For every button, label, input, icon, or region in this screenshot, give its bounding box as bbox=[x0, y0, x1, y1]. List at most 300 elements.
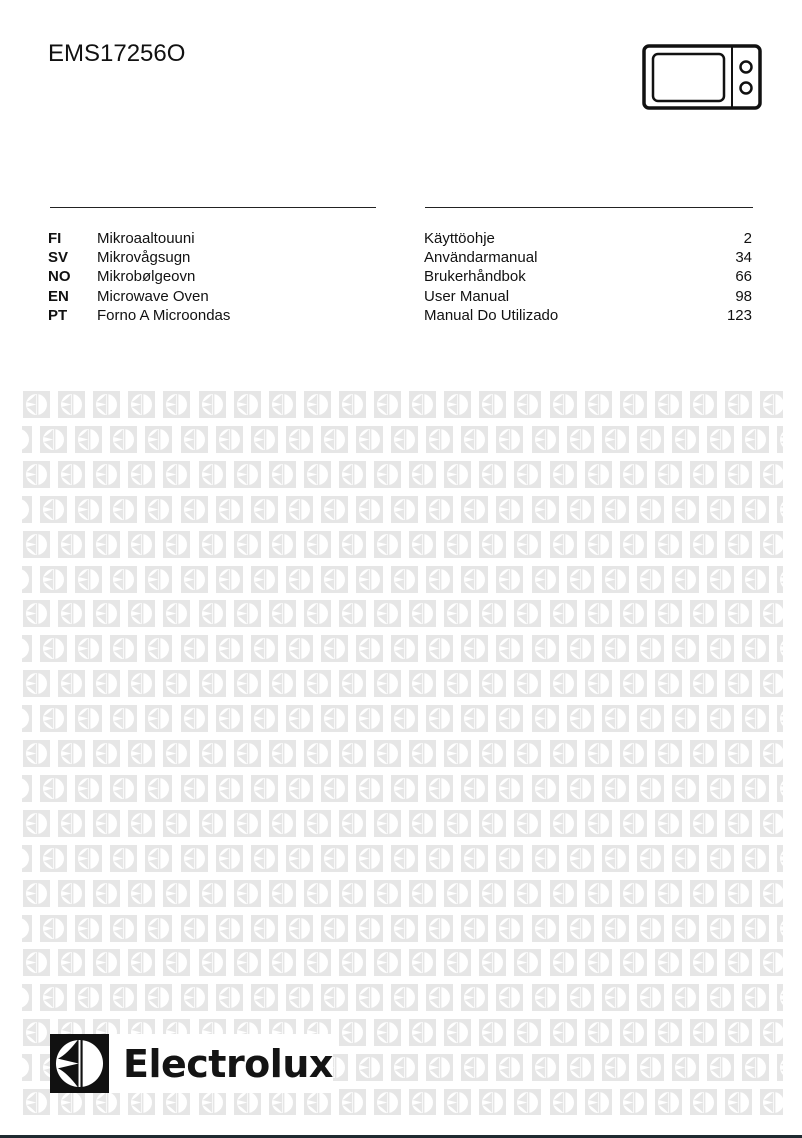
electrolux-logo-icon bbox=[567, 705, 594, 732]
electrolux-logo-icon bbox=[409, 810, 436, 837]
electrolux-logo-icon bbox=[690, 600, 717, 627]
electrolux-logo-icon bbox=[40, 984, 67, 1011]
electrolux-logo-icon bbox=[620, 880, 647, 907]
electrolux-logo-icon bbox=[110, 775, 137, 802]
electrolux-logo-icon bbox=[514, 810, 541, 837]
electrolux-logo-icon bbox=[216, 775, 243, 802]
electrolux-logo-icon bbox=[321, 705, 348, 732]
electrolux-logo-icon bbox=[479, 391, 506, 418]
electrolux-logo-icon bbox=[637, 845, 664, 872]
electrolux-logo-icon bbox=[725, 880, 752, 907]
electrolux-logo-icon bbox=[496, 496, 523, 523]
electrolux-logo-icon bbox=[286, 635, 313, 662]
electrolux-logo-icon bbox=[690, 740, 717, 767]
electrolux-logo-icon bbox=[479, 1019, 506, 1046]
electrolux-logo-icon bbox=[286, 984, 313, 1011]
electrolux-logo-icon bbox=[251, 845, 278, 872]
electrolux-logo-icon bbox=[199, 461, 226, 488]
electrolux-logo-icon bbox=[742, 426, 769, 453]
language-code: PT bbox=[48, 306, 68, 324]
electrolux-logo-icon bbox=[128, 531, 155, 558]
electrolux-logo-icon bbox=[602, 635, 629, 662]
electrolux-logo-icon bbox=[742, 845, 769, 872]
electrolux-logo-icon bbox=[75, 635, 102, 662]
electrolux-logo-icon bbox=[725, 600, 752, 627]
electrolux-logo-icon bbox=[128, 880, 155, 907]
electrolux-logo-icon bbox=[251, 566, 278, 593]
manual-title: Brukerhåndbok bbox=[424, 268, 526, 286]
electrolux-logo-icon bbox=[514, 880, 541, 907]
electrolux-logo-icon bbox=[532, 775, 559, 802]
electrolux-logo-icon bbox=[321, 496, 348, 523]
electrolux-logo-icon bbox=[620, 600, 647, 627]
language-code: EN bbox=[48, 287, 69, 305]
electrolux-logo-icon bbox=[251, 775, 278, 802]
language-code: NO bbox=[48, 268, 71, 286]
electrolux-logo-icon bbox=[374, 670, 401, 697]
electrolux-logo-icon bbox=[479, 461, 506, 488]
electrolux-logo-icon bbox=[58, 810, 85, 837]
electrolux-logo-icon bbox=[444, 810, 471, 837]
electrolux-logo-icon bbox=[637, 635, 664, 662]
electrolux-logo-icon bbox=[602, 775, 629, 802]
electrolux-logo-icon bbox=[145, 496, 172, 523]
electrolux-logo-icon bbox=[514, 600, 541, 627]
electrolux-logo-icon bbox=[356, 566, 383, 593]
electrolux-logo-icon bbox=[655, 810, 682, 837]
electrolux-logo-icon bbox=[321, 775, 348, 802]
electrolux-logo-icon bbox=[690, 531, 717, 558]
electrolux-logo-icon bbox=[269, 461, 296, 488]
electrolux-logo-icon bbox=[374, 949, 401, 976]
electrolux-logo-icon bbox=[391, 984, 418, 1011]
electrolux-logo-icon bbox=[110, 426, 137, 453]
electrolux-logo-icon bbox=[40, 775, 67, 802]
electrolux-logo-icon bbox=[550, 600, 577, 627]
electrolux-logo-icon bbox=[426, 915, 453, 942]
page-number: 2 bbox=[743, 230, 752, 247]
electrolux-logo-icon bbox=[496, 705, 523, 732]
electrolux-logo-icon bbox=[637, 1054, 664, 1081]
electrolux-logo-icon bbox=[110, 496, 137, 523]
electrolux-logo-icon bbox=[777, 845, 802, 872]
electrolux-logo-icon bbox=[725, 1019, 752, 1046]
electrolux-logo-icon bbox=[585, 1089, 612, 1115]
brand-name: Electrolux bbox=[123, 1041, 333, 1086]
electrolux-logo-icon bbox=[760, 1019, 787, 1046]
electrolux-logo-icon bbox=[356, 845, 383, 872]
electrolux-logo-icon bbox=[725, 1089, 752, 1115]
electrolux-logo-icon bbox=[321, 845, 348, 872]
electrolux-logo-icon bbox=[426, 566, 453, 593]
electrolux-logo-icon bbox=[128, 391, 155, 418]
electrolux-logo-icon bbox=[339, 600, 366, 627]
electrolux-logo-icon bbox=[163, 391, 190, 418]
language-row-pt[interactable] bbox=[48, 306, 754, 325]
electrolux-logo-icon bbox=[760, 740, 787, 767]
electrolux-logo-icon bbox=[672, 984, 699, 1011]
electrolux-logo-icon bbox=[461, 566, 488, 593]
electrolux-logo-icon bbox=[163, 740, 190, 767]
electrolux-logo-icon bbox=[620, 1089, 647, 1115]
language-code: SV bbox=[48, 249, 69, 267]
electrolux-logo-icon bbox=[0, 391, 15, 418]
model-number: EMS17256O bbox=[48, 40, 186, 67]
divider-left bbox=[50, 207, 376, 208]
electrolux-logo-icon bbox=[602, 705, 629, 732]
electrolux-logo-icon bbox=[234, 461, 261, 488]
electrolux-logo-icon bbox=[50, 1034, 109, 1093]
electrolux-logo-icon bbox=[23, 391, 50, 418]
electrolux-logo-icon bbox=[461, 705, 488, 732]
electrolux-logo-icon bbox=[690, 391, 717, 418]
electrolux-logo-icon bbox=[777, 984, 802, 1011]
electrolux-logo-icon bbox=[304, 880, 331, 907]
electrolux-logo-icon bbox=[374, 740, 401, 767]
electrolux-logo-icon bbox=[672, 845, 699, 872]
electrolux-logo-icon bbox=[760, 600, 787, 627]
electrolux-logo-icon bbox=[742, 705, 769, 732]
electrolux-logo-icon bbox=[181, 775, 208, 802]
electrolux-logo-icon bbox=[532, 496, 559, 523]
electrolux-logo-icon bbox=[532, 845, 559, 872]
product-name: Forno A Microondas bbox=[97, 306, 231, 324]
electrolux-logo-icon bbox=[391, 566, 418, 593]
electrolux-logo-icon bbox=[461, 1054, 488, 1081]
electrolux-logo-icon bbox=[760, 531, 787, 558]
electrolux-logo-icon bbox=[760, 810, 787, 837]
electrolux-logo-icon bbox=[479, 880, 506, 907]
electrolux-logo-icon bbox=[23, 670, 50, 697]
electrolux-logo-icon bbox=[567, 915, 594, 942]
electrolux-logo-icon bbox=[199, 670, 226, 697]
electrolux-logo-icon bbox=[0, 949, 15, 976]
electrolux-logo-icon bbox=[0, 1089, 15, 1115]
electrolux-logo-icon bbox=[550, 461, 577, 488]
electrolux-logo-icon bbox=[550, 949, 577, 976]
electrolux-logo-icon bbox=[602, 496, 629, 523]
electrolux-logo-icon bbox=[5, 775, 32, 802]
electrolux-logo-icon bbox=[690, 1019, 717, 1046]
electrolux-logo-icon bbox=[725, 949, 752, 976]
electrolux-logo-icon bbox=[145, 635, 172, 662]
page-number: 34 bbox=[735, 249, 752, 267]
electrolux-logo-icon bbox=[461, 984, 488, 1011]
electrolux-logo-icon bbox=[655, 949, 682, 976]
electrolux-logo-icon bbox=[181, 566, 208, 593]
electrolux-logo-icon bbox=[409, 880, 436, 907]
electrolux-logo-icon bbox=[304, 949, 331, 976]
brand-pattern-background bbox=[0, 391, 802, 1115]
electrolux-logo-icon bbox=[690, 1089, 717, 1115]
electrolux-logo-icon bbox=[58, 670, 85, 697]
electrolux-logo-icon bbox=[234, 949, 261, 976]
electrolux-logo-icon bbox=[514, 1089, 541, 1115]
electrolux-logo-icon bbox=[409, 461, 436, 488]
electrolux-logo-icon bbox=[58, 949, 85, 976]
electrolux-logo-icon bbox=[163, 810, 190, 837]
electrolux-logo-icon bbox=[496, 1054, 523, 1081]
electrolux-logo-icon bbox=[479, 810, 506, 837]
electrolux-logo-icon bbox=[620, 810, 647, 837]
electrolux-logo-icon bbox=[356, 705, 383, 732]
electrolux-logo-icon bbox=[444, 600, 471, 627]
electrolux-logo-icon bbox=[479, 740, 506, 767]
electrolux-logo-icon bbox=[479, 531, 506, 558]
electrolux-logo-icon bbox=[216, 566, 243, 593]
electrolux-logo-icon bbox=[532, 426, 559, 453]
manual-title: User Manual bbox=[424, 287, 510, 305]
electrolux-logo-icon bbox=[374, 810, 401, 837]
electrolux-logo-icon bbox=[479, 670, 506, 697]
electrolux-logo-icon bbox=[199, 391, 226, 418]
electrolux-logo-icon bbox=[690, 880, 717, 907]
electrolux-logo-icon bbox=[620, 740, 647, 767]
electrolux-logo-icon bbox=[374, 391, 401, 418]
electrolux-logo-icon bbox=[304, 600, 331, 627]
electrolux-logo-icon bbox=[374, 531, 401, 558]
electrolux-logo-icon bbox=[426, 426, 453, 453]
electrolux-logo-icon bbox=[620, 670, 647, 697]
electrolux-logo-icon bbox=[707, 426, 734, 453]
electrolux-logo-icon bbox=[128, 670, 155, 697]
electrolux-logo-icon bbox=[690, 461, 717, 488]
electrolux-logo-icon bbox=[75, 426, 102, 453]
electrolux-logo-icon bbox=[496, 635, 523, 662]
electrolux-logo-icon bbox=[356, 1054, 383, 1081]
microwave-oven-icon bbox=[642, 44, 762, 110]
electrolux-logo-icon bbox=[672, 635, 699, 662]
manual-title: Användarmanual bbox=[424, 249, 538, 267]
electrolux-logo-icon bbox=[234, 810, 261, 837]
electrolux-logo-icon bbox=[444, 461, 471, 488]
electrolux-logo-icon bbox=[655, 670, 682, 697]
product-name: Mikroaaltouuni bbox=[97, 230, 195, 247]
electrolux-logo-icon bbox=[602, 1054, 629, 1081]
electrolux-logo-icon bbox=[286, 566, 313, 593]
electrolux-logo-icon bbox=[75, 775, 102, 802]
electrolux-logo-icon bbox=[286, 775, 313, 802]
electrolux-logo-icon bbox=[0, 810, 15, 837]
electrolux-logo-icon bbox=[655, 1089, 682, 1115]
electrolux-logo-icon bbox=[620, 391, 647, 418]
electrolux-logo-icon bbox=[777, 705, 802, 732]
electrolux-logo-icon bbox=[269, 810, 296, 837]
electrolux-logo-icon bbox=[40, 496, 67, 523]
electrolux-logo-icon bbox=[181, 915, 208, 942]
electrolux-logo-icon bbox=[760, 880, 787, 907]
electrolux-logo-icon bbox=[75, 705, 102, 732]
electrolux-logo-icon bbox=[304, 810, 331, 837]
electrolux-logo-icon bbox=[75, 845, 102, 872]
electrolux-logo-icon bbox=[760, 670, 787, 697]
electrolux-logo-icon bbox=[602, 915, 629, 942]
electrolux-logo-icon bbox=[550, 880, 577, 907]
electrolux-logo-icon bbox=[23, 880, 50, 907]
electrolux-logo-icon bbox=[234, 600, 261, 627]
electrolux-logo-icon bbox=[23, 600, 50, 627]
electrolux-logo-icon bbox=[550, 670, 577, 697]
electrolux-logo-icon bbox=[374, 600, 401, 627]
electrolux-logo-icon bbox=[742, 775, 769, 802]
electrolux-logo-icon bbox=[356, 775, 383, 802]
electrolux-logo-icon bbox=[93, 880, 120, 907]
electrolux-logo-icon bbox=[532, 915, 559, 942]
electrolux-logo-icon bbox=[321, 915, 348, 942]
electrolux-logo-icon bbox=[93, 810, 120, 837]
electrolux-logo-icon bbox=[760, 461, 787, 488]
electrolux-logo-icon bbox=[567, 635, 594, 662]
electrolux-logo-icon bbox=[585, 531, 612, 558]
electrolux-logo-icon bbox=[426, 845, 453, 872]
product-name: Mikrobølgeovn bbox=[97, 268, 196, 286]
language-row-no[interactable] bbox=[48, 267, 754, 286]
electrolux-logo-icon bbox=[181, 635, 208, 662]
electrolux-logo-icon bbox=[444, 880, 471, 907]
electrolux-logo-icon bbox=[23, 810, 50, 837]
electrolux-logo-icon bbox=[199, 740, 226, 767]
electrolux-logo-icon bbox=[672, 496, 699, 523]
electrolux-logo-icon bbox=[514, 531, 541, 558]
electrolux-logo-icon bbox=[128, 740, 155, 767]
electrolux-logo-icon bbox=[514, 670, 541, 697]
electrolux-logo-icon bbox=[444, 949, 471, 976]
electrolux-logo-icon bbox=[409, 1019, 436, 1046]
language-row-fi[interactable] bbox=[48, 229, 754, 248]
electrolux-logo-icon bbox=[707, 635, 734, 662]
language-table bbox=[48, 229, 754, 325]
electrolux-logo-icon bbox=[339, 670, 366, 697]
electrolux-logo-icon bbox=[426, 496, 453, 523]
electrolux-logo-icon bbox=[672, 775, 699, 802]
electrolux-logo-icon bbox=[444, 1089, 471, 1115]
electrolux-logo-icon bbox=[23, 531, 50, 558]
electrolux-logo-icon bbox=[637, 915, 664, 942]
electrolux-logo-icon bbox=[58, 880, 85, 907]
language-row-sv[interactable] bbox=[48, 248, 754, 267]
electrolux-logo-icon bbox=[444, 740, 471, 767]
electrolux-logo-icon bbox=[760, 1089, 787, 1115]
electrolux-logo-icon bbox=[0, 461, 15, 488]
electrolux-logo-icon bbox=[725, 740, 752, 767]
electrolux-logo-icon bbox=[339, 810, 366, 837]
electrolux-logo-icon bbox=[75, 984, 102, 1011]
electrolux-logo-icon bbox=[426, 635, 453, 662]
electrolux-logo-icon bbox=[655, 600, 682, 627]
electrolux-logo-icon bbox=[93, 461, 120, 488]
electrolux-logo-icon bbox=[0, 531, 15, 558]
electrolux-logo-icon bbox=[777, 775, 802, 802]
electrolux-logo-icon bbox=[409, 670, 436, 697]
electrolux-logo-icon bbox=[181, 496, 208, 523]
electrolux-logo-icon bbox=[637, 705, 664, 732]
electrolux-logo-icon bbox=[304, 670, 331, 697]
electrolux-logo-icon bbox=[23, 740, 50, 767]
electrolux-logo-icon bbox=[637, 775, 664, 802]
electrolux-logo-icon bbox=[75, 566, 102, 593]
electrolux-logo-icon bbox=[777, 635, 802, 662]
language-row-en[interactable] bbox=[48, 287, 754, 306]
electrolux-logo-icon bbox=[128, 461, 155, 488]
electrolux-logo-icon bbox=[58, 600, 85, 627]
electrolux-logo-icon bbox=[216, 845, 243, 872]
electrolux-logo-icon bbox=[514, 740, 541, 767]
page-number: 123 bbox=[726, 306, 752, 324]
electrolux-logo-icon bbox=[461, 845, 488, 872]
electrolux-logo-icon bbox=[725, 531, 752, 558]
electrolux-logo-icon bbox=[269, 531, 296, 558]
electrolux-logo-icon bbox=[110, 915, 137, 942]
electrolux-logo-icon bbox=[532, 1054, 559, 1081]
electrolux-logo-icon bbox=[181, 705, 208, 732]
electrolux-logo-icon bbox=[128, 810, 155, 837]
electrolux-logo-icon bbox=[409, 740, 436, 767]
electrolux-logo-icon bbox=[391, 705, 418, 732]
electrolux-logo-icon bbox=[707, 705, 734, 732]
electrolux-logo-icon bbox=[532, 635, 559, 662]
electrolux-logo-icon bbox=[5, 635, 32, 662]
electrolux-logo-icon bbox=[585, 949, 612, 976]
electrolux-logo-icon bbox=[777, 496, 802, 523]
electrolux-logo-icon bbox=[707, 984, 734, 1011]
electrolux-logo-icon bbox=[567, 845, 594, 872]
electrolux-logo-icon bbox=[93, 740, 120, 767]
electrolux-logo-icon bbox=[620, 949, 647, 976]
electrolux-logo-icon bbox=[637, 984, 664, 1011]
electrolux-logo-icon bbox=[216, 705, 243, 732]
electrolux-logo-icon bbox=[637, 496, 664, 523]
electrolux-logo-icon bbox=[461, 496, 488, 523]
brand-logo bbox=[50, 1034, 333, 1093]
electrolux-logo-icon bbox=[145, 566, 172, 593]
electrolux-logo-icon bbox=[620, 531, 647, 558]
electrolux-logo-icon bbox=[725, 810, 752, 837]
electrolux-logo-icon bbox=[567, 775, 594, 802]
electrolux-logo-icon bbox=[58, 461, 85, 488]
electrolux-logo-icon bbox=[339, 880, 366, 907]
electrolux-logo-icon bbox=[777, 1054, 802, 1081]
electrolux-logo-icon bbox=[234, 531, 261, 558]
electrolux-logo-icon bbox=[110, 566, 137, 593]
electrolux-logo-icon bbox=[269, 670, 296, 697]
electrolux-logo-icon bbox=[286, 845, 313, 872]
electrolux-logo-icon bbox=[251, 426, 278, 453]
page-number: 66 bbox=[735, 268, 752, 286]
electrolux-logo-icon bbox=[93, 391, 120, 418]
electrolux-logo-icon bbox=[339, 531, 366, 558]
electrolux-logo-icon bbox=[145, 984, 172, 1011]
electrolux-logo-icon bbox=[339, 949, 366, 976]
electrolux-logo-icon bbox=[426, 775, 453, 802]
electrolux-logo-icon bbox=[234, 391, 261, 418]
electrolux-logo-icon bbox=[461, 775, 488, 802]
electrolux-logo-icon bbox=[550, 391, 577, 418]
electrolux-logo-icon bbox=[269, 600, 296, 627]
page-number: 98 bbox=[735, 287, 752, 305]
electrolux-logo-icon bbox=[742, 566, 769, 593]
electrolux-logo-icon bbox=[199, 600, 226, 627]
electrolux-logo-icon bbox=[496, 566, 523, 593]
electrolux-logo-icon bbox=[461, 426, 488, 453]
electrolux-logo-icon bbox=[286, 496, 313, 523]
electrolux-logo-icon bbox=[532, 705, 559, 732]
electrolux-logo-icon bbox=[145, 426, 172, 453]
electrolux-logo-icon bbox=[760, 391, 787, 418]
electrolux-logo-icon bbox=[777, 426, 802, 453]
electrolux-logo-icon bbox=[655, 740, 682, 767]
electrolux-logo-icon bbox=[742, 496, 769, 523]
electrolux-logo-icon bbox=[655, 531, 682, 558]
